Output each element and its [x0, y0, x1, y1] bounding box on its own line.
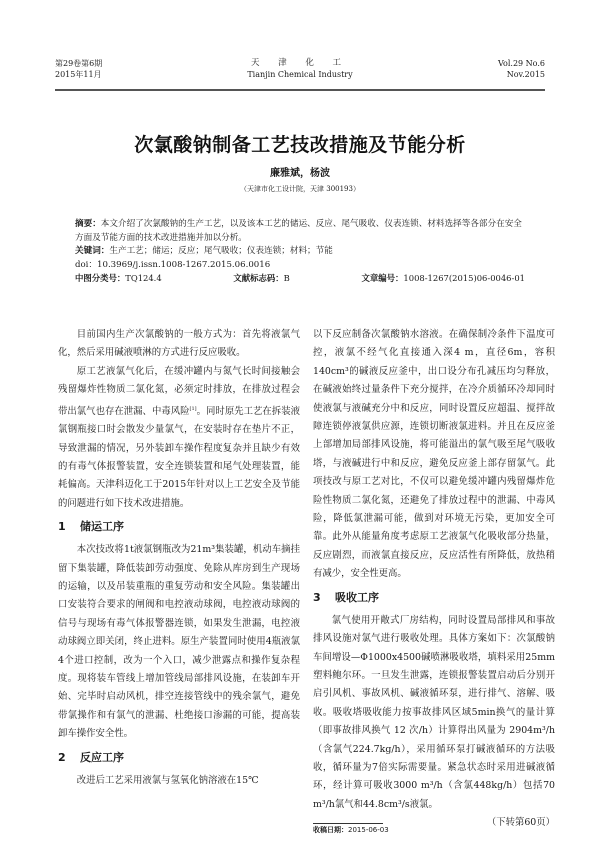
section-title: 反应工序: [80, 750, 124, 764]
paragraph-text: 。同时原先工艺在拆装液氯钢瓶接口时会散发少量氯气，在安装时存在垫片不正，导致泄漏的情况，另外装卸车操作程度复杂并且缺少有效的有毒气体报警装置，安全连锁装置和尾气处理装置，能耗偏高。天津科迈化工于2015年针对以上工艺安全及节能的问题进行如下技术改进措施。: [58, 405, 300, 509]
footnote-rule: [313, 823, 383, 824]
paragraph-text: 原工艺液氯气化后，在缓冲罐内与氮气长时间接触会残留爆炸性物质二氯化氮，必须定时排放，在排放过程会带出氯气也存在泄漏、中毒风险: [58, 365, 300, 417]
affiliation: （天津市化工设计院，天津 300193）: [240, 185, 360, 193]
received-date-label: 收稿日期：: [313, 826, 348, 834]
doi[interactable]: doi：10.3969/j.issn.1008-1267.2015.06.0016: [75, 259, 271, 270]
received-date-value: 2015-06-03: [348, 826, 389, 834]
paragraph: 目前国内生产次氯酸钠的一般方式为：首先将液氯气化，然后采用碱液喷淋的方式进行反应吸收。: [58, 329, 300, 359]
abstract-label: 摘要：: [75, 219, 101, 229]
section-number: 1: [58, 520, 66, 534]
journal-name: [55, 58, 545, 80]
header-rule: [55, 89, 545, 91]
issue-info-en: [498, 58, 545, 80]
clc-label: 中图分类号：: [75, 273, 126, 283]
paragraph: 本次技改将1t液氯钢瓶改为21m³集装罐，机动车摘挂留下集装罐，降低装卸劳动强度、免除从库房到生产现场的运输，以及吊装重瓶的重复劳动和安全风险。集装罐出口安装符合要求的闸阀和电控液动球阀，电控液动球阀的信号与现场有毒气体报警器连锁，如果发生泄漏，电控液动球阀立即关闭，终止进料。原生产装置同时使用4瓶液氯4个进口控制，改为一个入口，减少泄露点和操作复杂程度。现将装车管线上增加管线局部排风设施，在装卸车开始、完毕时启动风机，排空连接管线中的残余氯气，避免带氯操作和有氯气的泄漏、杜绝接口渗漏的可能，提高装卸车操作安全性。: [58, 544, 300, 740]
date-en: Nov.2015: [506, 70, 545, 79]
section-title: 吸收工序: [335, 590, 379, 604]
section-number: 2: [58, 750, 66, 764]
volume-issue-en: Vol.29 No.6: [498, 59, 545, 68]
received-date: [313, 825, 389, 835]
paragraph: 改进后工艺采用液氯与氢氧化钠溶液在15℃: [76, 774, 259, 786]
doc-code-label: 文献标志码：: [233, 273, 284, 283]
date-cn: 2015年11月: [55, 70, 102, 79]
section-title: 储运工序: [80, 520, 124, 534]
section-heading-3: [313, 590, 555, 606]
article-no-value: 1008-1267(2015)06-0046-01: [403, 273, 525, 283]
running-header: [55, 58, 545, 88]
doc-code-value: B: [283, 273, 290, 283]
article-title: 次氯酸钠制备工艺技改措施及节能分析: [134, 134, 466, 156]
body-column-right: [313, 326, 555, 833]
continued-note: （下转第60页）: [486, 817, 555, 829]
keywords-text: 生产工艺；储运；反应；尾气吸收；仪表连锁；材料；节能: [109, 246, 333, 256]
paragraph-continued: 以下反应制备次氯酸钠水溶液。在确保制冷条件下温度可控，液氯不经气化直接通入深4 m，直径6m，容积140cm³的碱液反应釜中，出口设分布孔减压均匀释放，在碱液始终过量条件下充分搅拌，在冷介质循环冷却同时使液氯与液碱充分中和反应，同时设置反应超温、搅拌故障连锁停液氯供应源，连锁切断液氯进料。并且在反应釜上部增加局部排风设施，将可能溢出的氯气吸至尾气吸收塔，与液碱进行中和反应，避免反应釜上部存留氯气。此项技改与原工艺对比，不仅可以避免缓冲罐内残留爆炸危险性物质二氯化氮，还避免了排放过程中的泄漏、中毒风险，降低氯泄漏可能，做到对环境无污染，更加安全可靠。此外从能量角度考虑原工艺液氯气化吸收部分热量，反应剧烈，而液氯直接反应，反应活性有所降低，放热稍有减少，安全性更高。: [313, 329, 555, 580]
keywords: [75, 245, 525, 259]
section-heading-1: [58, 519, 300, 535]
paragraph: [58, 363, 300, 513]
keywords-label: 关键词：: [75, 246, 110, 256]
paragraph: 氯气使用开敞式厂房结构，同时设置局部排风和事故排风设施对氯气进行吸收处理。具体方案如下：次氯酸钠车间增设—Φ1000x4500碱喷淋吸收塔，填料采用25mm塑料鲍尔环。一旦发生泄露，连锁报警装置启动后分别开启引风机、事故风机、碱液循环泵，进行排气、溶解、吸收。吸收塔吸收能力按事故排风区域5min换气的量计算（即事故排风换气 12 次/h）计算得出风量为 2904m³/h（含氯气224.7kg/h），采用循环泵打碱液循环的方法吸收，循环量为7倍实际需要量。紧急状态时采用进碱液循环，经计算可吸收3000 m³/h（含氯448kg/h）包括70 m³/h氯气和44.8cm³/s液氯。: [313, 614, 555, 810]
section-number: 3: [313, 590, 321, 604]
body-column-left: [58, 326, 300, 790]
abstract: [75, 218, 525, 245]
clc-value: TQ124.4: [125, 273, 162, 283]
volume-issue-cn: 第29卷第6期: [55, 59, 103, 68]
section-heading-2: [58, 750, 300, 766]
classification-row: [75, 272, 525, 286]
article-no-label: 文章编号：: [361, 273, 404, 283]
authors: 廉雅斌，杨波: [270, 168, 330, 179]
journal-name-cn: 天 津 化 工: [250, 58, 350, 68]
abstract-text: 本文介绍了次氯酸钠的生产工艺，以及该本工艺的储运、反应、尾气吸收、仪表连锁、材料选择等各部分在安全方面及节能方面的技术改进措施并加以分析。: [75, 219, 522, 243]
journal-name-en: Tianjin Chemical Industry: [247, 70, 353, 79]
abstract-block: [75, 218, 525, 286]
citation-ref[interactable]: [1]: [189, 405, 197, 412]
